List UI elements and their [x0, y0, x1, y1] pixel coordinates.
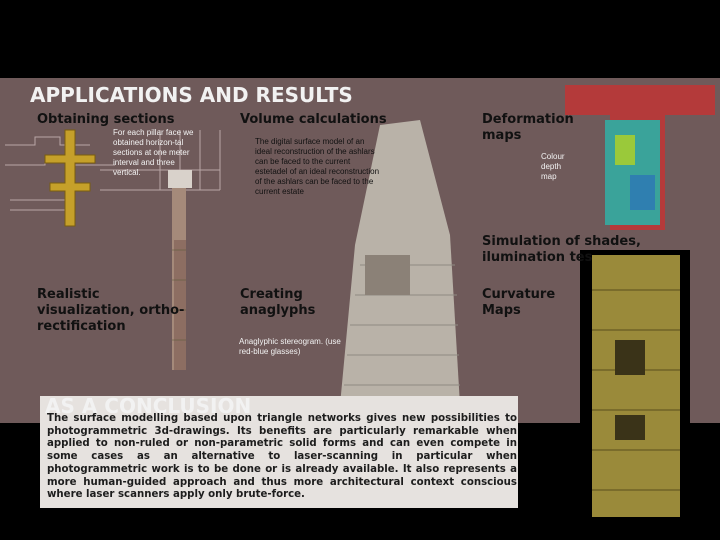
deformation-map-image	[560, 85, 720, 230]
colour-depth-note: Colour depth map	[541, 152, 565, 181]
pillar-profile-image	[150, 170, 210, 370]
section-title-curvature: Curvature Maps	[482, 287, 556, 318]
section-title-simulation: Simulation of shades, ilumination tes	[482, 234, 641, 265]
sections-note: For each pillar face we obtained horizon-tal sections at one meter interval and three vertical.	[113, 128, 194, 177]
page-title: APPLICATIONS AND RESULTS	[30, 83, 353, 107]
conclusion-heading: AS A CONCLUSION	[45, 394, 252, 418]
curvature-map-image	[580, 250, 690, 520]
conclusion-text: The surface modelling based upon triangle networks gives new possibilities to photogrammetric 3d-drawings. Its benefits are particularly remarkable when applied to non-ruled or non-parametric solid forms and can even compete in some cases as an alternative to laser-scanning in particular when photogrammetric work is to be done or is already available. It also represents a more human-guided approach and thus more architectural context conscious where laser scanners apply only brute-force.	[47, 413, 517, 501]
anaglyph-note: Anaglyphic stereogram. (use red-blue glasses)	[239, 337, 341, 356]
pillar-section-image	[30, 125, 110, 235]
section-title-volume: Volume calculations	[240, 112, 387, 127]
section-title-anaglyphs: Creating anaglyphs	[240, 287, 316, 318]
section-title-deformation: Deformation maps	[482, 112, 574, 143]
section-title-realistic: Realistic visualization, ortho-rectification	[37, 287, 185, 334]
volume-note: The digital surface model of an ideal reconstruction of the ashlars can be faced to the current estetadel of an ideal reconstruction of the ashlars can be faced to the current estate	[255, 137, 380, 196]
section-title-obtaining: Obtaining sections	[37, 112, 175, 127]
